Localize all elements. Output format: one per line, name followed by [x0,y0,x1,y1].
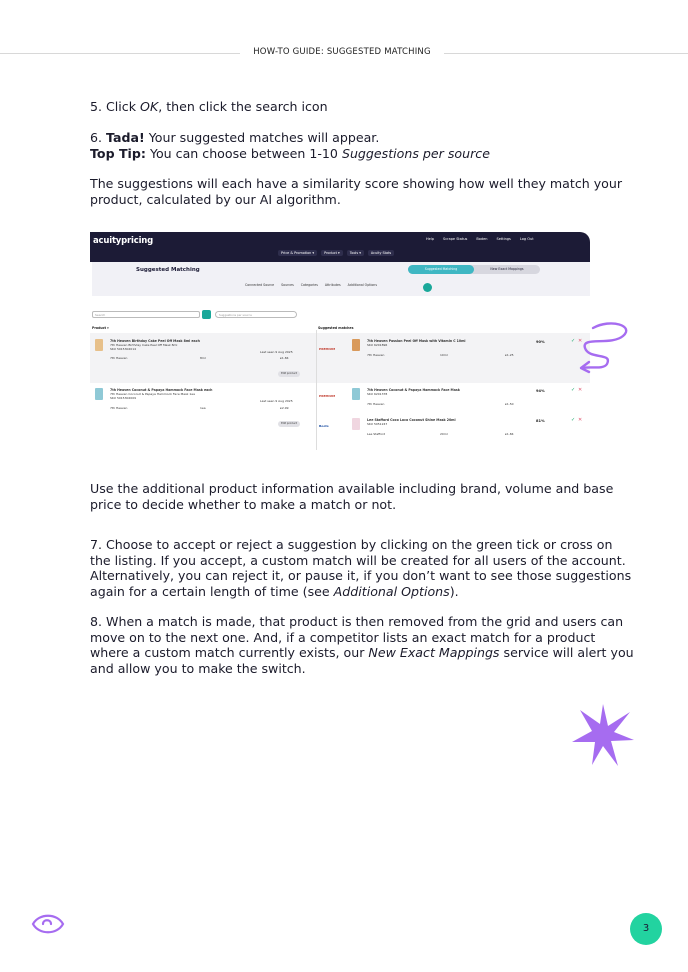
product-price: £1.84 [280,356,289,360]
match-brand: 7th Heaven [367,402,385,406]
column-divider [316,330,317,450]
match-brand: 7th Heaven [367,353,385,357]
last-seen: Last seen 9 Aug 2025 [260,350,293,354]
search-submit-icon[interactable] [202,310,211,319]
filter-attributes[interactable]: Attributes [324,283,341,287]
header-rule-left [0,53,240,54]
match-source-logo: PREMIUM [319,394,336,398]
acuity-eye-logo-icon [31,911,65,937]
product-thumbnail [95,388,103,400]
col-suggested-matches: Suggested matches [318,326,354,330]
sub-nav [278,250,394,256]
view-tabs [408,265,540,274]
tab-suggested-matching[interactable]: Suggested Matching [408,265,474,274]
filter-categories[interactable]: Categories [300,283,318,287]
page-title: Suggested Matching [136,267,200,273]
match-source-logo: Boots [319,424,329,428]
decorative-star-icon [570,702,636,768]
top-tip: Top Tip: You can choose between 1-10 Suggestions per source [90,145,490,161]
edit-product-button[interactable]: Edit product [278,371,300,377]
similarity-score: 94% [536,389,545,393]
product-size: 1ea [200,406,206,410]
subnav-acuity-stats[interactable]: Acuity Stats [368,250,394,256]
top-nav [426,237,534,241]
match-price: £1.25 [505,353,514,357]
filter-connected-source[interactable]: Connected Source [245,283,275,287]
accept-tick-icon[interactable]: ✓ [571,338,576,344]
product-price: £2.99 [280,406,289,410]
additional-info-paragraph: Use the additional product information available including brand, volume and base price to decide whether to make a match or not. [90,481,614,512]
edit-product-button[interactable]: Edit product [278,421,300,427]
step-7: 7. Choose to accept or reject a suggestion by clicking on the green tick or cross on the listing. If you accept, a custom match will be created for all users of the account. Alternatively, you can reject it, or pause it, if you don’t want to see those suggestions again for a certain length of time (see Additional Options). [90,537,632,599]
last-seen: Last seen 9 Aug 2025 [260,399,293,403]
filter-bar [245,283,377,287]
match-info: Lee Stafford Coco Loco Coconut Shine Mask 20ml SKU 5051247 [367,418,456,426]
header-title: HOW-TO GUIDE: SUGGESTED MATCHING [253,47,431,57]
match-info: 7th Heaven Passion Peel Off Mask with Vitamin C 10ml SKU 6201896 [367,339,466,347]
suggested-matching-screenshot [90,232,590,450]
filter-sources[interactable]: Sources [281,283,294,287]
product-thumbnail [95,339,103,351]
topnav-account[interactable]: Boden [476,237,488,241]
header-rule-right [444,53,688,54]
match-brand: Lee Stafford [367,432,386,436]
similarity-score: 90% [536,340,545,344]
topnav-help[interactable]: Help [426,237,434,241]
page-number: 3 [630,913,662,945]
step-8: 8. When a match is made, that product is then removed from the grid and users can move on to the next one. And, if a competitor lists an exact match for a product where a custom match currently exists, our New Exact Mappings service will alert you and allow you to make the switch. [90,614,634,676]
reject-cross-icon[interactable]: ✕ [578,417,583,423]
search-icon[interactable] [423,283,432,292]
product-brand: 7th Heaven [110,406,128,410]
match-thumbnail [352,388,360,400]
similarity-paragraph: The suggestions will each have a similarity score showing how well they match your product, calculated by our AI algorithm. [90,176,623,207]
topnav-scrape-status[interactable]: Scrape Status [442,237,468,241]
match-size: 10ml [440,353,448,357]
tab-new-exact-mappings[interactable]: New Exact Mappings [490,267,524,271]
subnav-product[interactable]: Product ▾ [321,250,343,256]
step-5: 5. Click OK, then click the search icon [90,99,328,114]
filter-additional-options[interactable]: Additional Options [347,283,377,287]
similarity-score: 81% [536,419,545,423]
swirl-arrow-icon [571,318,635,374]
subnav-tools[interactable]: Tools ▾ [347,250,364,256]
match-price: £1.50 [505,402,514,406]
subnav-price-promotion[interactable]: Price & Promotion ▾ [278,250,317,256]
match-price: £1.84 [505,432,514,436]
accept-tick-icon[interactable]: ✓ [571,387,576,393]
col-product[interactable]: Product ▾ [92,326,109,330]
match-thumbnail [352,418,360,430]
product-info: 7th Heaven Coconut & Papaya Hammock Face Mask each 7th Heaven Coconut & Papaya Hammock Face Mask 1ea SKU 5015302009 [110,388,213,400]
acuity-logo: acuitypricing [93,236,154,246]
match-source-logo: PREMIUM [319,347,336,351]
match-info: 7th Heaven Coconut & Papaya Hammock Face Mask SKU 6201378 [367,388,460,396]
step-6: 6. Tada! Your suggested matches will appear. Top Tip: You can choose between 1-10 Suggestions per source [90,130,635,161]
product-info: 7th Heaven Birthday Cake Peel Off Mask 8ml each 7th Heaven Birthday Cake Peel Off Mask 8ml SKU 5015302014 [110,339,200,351]
reject-cross-icon[interactable]: ✕ [578,338,583,344]
reject-cross-icon[interactable]: ✕ [578,387,583,393]
search-input[interactable]: Search [92,311,200,318]
product-size: 8ml [200,356,206,360]
product-brand: 7th Heaven [110,356,128,360]
topnav-settings[interactable]: Settings [496,237,511,241]
topnav-logout[interactable]: Log Out [519,237,534,241]
match-size: 20ml [440,432,448,436]
accept-tick-icon[interactable]: ✓ [571,417,576,423]
match-thumbnail [352,339,360,351]
suggestions-per-source-select[interactable]: Suggestions per source [215,311,297,318]
